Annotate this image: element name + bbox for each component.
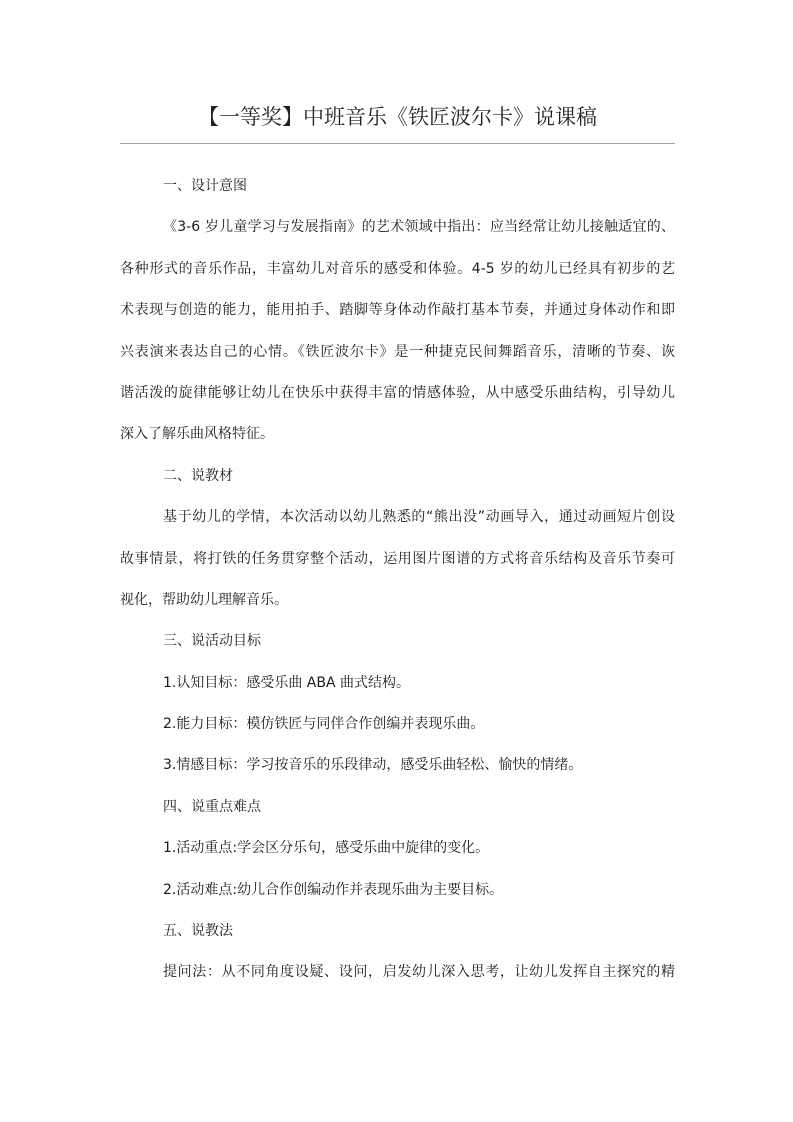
paragraph-line: 《3-6 岁儿童学习与发展指南》的艺术领域中指出：应当经常让幼儿接触适宜的、 xyxy=(163,219,675,236)
section-heading-teaching-methods: 五、说教法 xyxy=(163,923,233,940)
paragraph-line: 视化，帮助幼儿理解音乐。 xyxy=(120,591,288,608)
title-divider xyxy=(120,143,675,144)
key-point-item: 1.活动重点:学会区分乐句，感受乐曲中旋律的变化。 xyxy=(163,840,490,857)
paragraph-line: 提问法：从不同角度设疑、设问，启发幼儿深入思考，让幼儿发挥自主探究的精 xyxy=(163,964,675,981)
paragraph-line: 各种形式的音乐作品，丰富幼儿对音乐的感受和体验。4-5 岁的幼儿已经具有初步的艺 xyxy=(120,260,675,277)
paragraph-line: 深入了解乐曲风格特征。 xyxy=(120,426,274,443)
difficulty-item: 2.活动难点:幼儿合作创编动作并表现乐曲为主要目标。 xyxy=(163,881,504,898)
paragraph-line: 基于幼儿的学情，本次活动以幼儿熟悉的“熊出没”动画导入，通过动画短片创设 xyxy=(163,509,675,526)
section-heading-teaching-material: 二、说教材 xyxy=(163,467,233,484)
document-title: 【一等奖】中班音乐《铁匠波尔卡》说课稿 xyxy=(198,105,597,129)
section-heading-key-difficulties: 四、说重点难点 xyxy=(163,798,261,815)
paragraph-line: 谐活泼的旋律能够让幼儿在快乐中获得丰富的情感体验，从中感受乐曲结构，引导幼儿 xyxy=(120,384,675,401)
goal-item-ability: 2.能力目标：模仿铁匠与同伴合作创编并表现乐曲。 xyxy=(163,716,485,733)
section-heading-design-intent: 一、设计意图 xyxy=(163,178,247,194)
paragraph-line: 故事情景，将打铁的任务贯穿整个活动，运用图片图谱的方式将音乐结构及音乐节奏可 xyxy=(120,550,675,567)
paragraph-line: 术表现与创造的能力，能用拍手、踏脚等身体动作敲打基本节奏，并通过身体动作和即 xyxy=(120,302,675,319)
document-body xyxy=(120,171,675,999)
goal-item-cognitive: 1.认知目标：感受乐曲 ABA 曲式结构。 xyxy=(163,674,411,691)
goal-item-emotion: 3.情感目标：学习按音乐的乐段律动，感受乐曲轻松、愉快的情绪。 xyxy=(163,757,583,774)
section-heading-activity-goals: 三、说活动目标 xyxy=(163,633,261,650)
paragraph-line: 兴表演来表达自己的心情。《铁匠波尔卡》是一种捷克民间舞蹈音乐，清晰的节奏、诙 xyxy=(120,343,675,360)
